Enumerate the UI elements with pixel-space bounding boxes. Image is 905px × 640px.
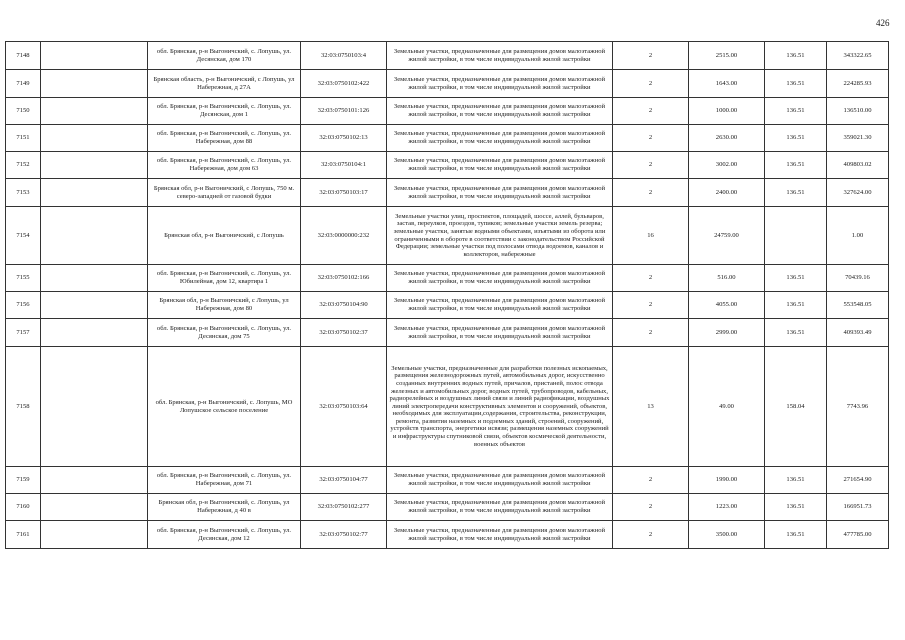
row-number-cell: 7158 <box>6 347 41 467</box>
group-cell: 16 <box>613 207 689 265</box>
group-cell: 2 <box>613 265 689 292</box>
cadastral-value-cell: 224285.93 <box>827 70 889 98</box>
cadastral-value-cell: 70439.16 <box>827 265 889 292</box>
group-cell: 13 <box>613 347 689 467</box>
area-cell: 1223.00 <box>689 494 765 521</box>
land-use-cell: Земельные участки улиц, проспектов, площадей, шоссе, аллей, бульваров, застав, переулков, проездов, тупиков; земельные участки земель резерва; земельные участки, занятые водными объектами, изъятыми из оборота или ограниченными в обороте в соответствии с законодательством Российской Федерации; земельные участки под полосами отвода водоемов, каналов и коллекторов, набережные <box>387 207 613 265</box>
rate-cell: 136.51 <box>765 467 827 494</box>
land-use-cell: Земельные участки, предназначенные для размещения домов малоэтажной жилой застройки, в том числе индивидуальной жилой застройки <box>387 125 613 152</box>
area-cell: 49.00 <box>689 347 765 467</box>
table-row <box>6 42 889 70</box>
address-cell: Брянская область, р-н Выгоничский, с Лопушь, ул Набережная, д 27А <box>148 70 301 98</box>
address-cell: Брянская обл, р-н Выгоничский, с Лопушь, ул Набережная, дом 80 <box>148 292 301 319</box>
area-cell: 24759.00 <box>689 207 765 265</box>
area-cell: 1000.00 <box>689 98 765 125</box>
group-cell: 2 <box>613 98 689 125</box>
cadastral-number-cell: 32:03:0750102:37 <box>301 319 387 347</box>
table-row <box>6 207 889 265</box>
table-row <box>6 98 889 125</box>
blank-cell <box>41 42 148 70</box>
group-cell: 2 <box>613 319 689 347</box>
blank-cell <box>41 467 148 494</box>
cadastral-value-cell: 553548.05 <box>827 292 889 319</box>
land-use-cell: Земельные участки, предназначенные для разработки полезных ископаемых, размещения железнодорожных путей, автомобильных дорог, искусственно созданных внутренних водных путей, причалов, пристаней, полос отвода железных и автомобильных дорог, водных путей, трубопроводов, кабельных, радиорелейных и воздушных линий связи и линий радиофикации, воздушных линий электропередачи конструктивных элементов и сооружений, объектов, необходимых для эксплуатации,содержания, строительства, реконструкции, ремонта, развития наземных и подземных зданий, строений, сооружений, устройств транспорта, энергетики исвязи; размещения наземных сооружений и инфраструктуры спутниковой связи, объектов космической деятельности, военных объектов <box>387 347 613 467</box>
area-cell: 2999.00 <box>689 319 765 347</box>
row-number-cell: 7148 <box>6 42 41 70</box>
rate-cell: 136.51 <box>765 152 827 179</box>
area-cell: 1990.00 <box>689 467 765 494</box>
group-cell: 2 <box>613 152 689 179</box>
page-number: 426 <box>876 18 890 28</box>
cadastral-number-cell: 32:03:0750104:77 <box>301 467 387 494</box>
cadastral-value-cell: 136510.00 <box>827 98 889 125</box>
row-number-cell: 7157 <box>6 319 41 347</box>
land-use-cell: Земельные участки, предназначенные для размещения домов малоэтажной жилой застройки, в том числе индивидуальной жилой застройки <box>387 42 613 70</box>
land-use-cell: Земельные участки, предназначенные для размещения домов малоэтажной жилой застройки, в том числе индивидуальной жилой застройки <box>387 521 613 549</box>
blank-cell <box>41 98 148 125</box>
address-cell: обл. Брянская, р-н Выгоничский, с. Лопушь, ул. Набережная, дом 71 <box>148 467 301 494</box>
cadastral-number-cell: 32:03:0750103:17 <box>301 179 387 207</box>
address-cell: обл. Брянская, р-н Выгоничский, с. Лопушь, ул. Юбилейная, дом 12, квартира 1 <box>148 265 301 292</box>
address-cell: обл. Брянская, р-н Выгоничский, с. Лопушь, МО Лопушское сельское поселение <box>148 347 301 467</box>
cadastral-number-cell: 32:03:0750102:166 <box>301 265 387 292</box>
rate-cell: 136.51 <box>765 42 827 70</box>
rate-cell: 136.51 <box>765 319 827 347</box>
cadastral-value-cell: 477785.00 <box>827 521 889 549</box>
cadastral-value-cell: 359021.30 <box>827 125 889 152</box>
address-cell: Брянская обл, р-н Выгоничский, с. Лопушь, ул Набережная, д 40 в <box>148 494 301 521</box>
blank-cell <box>41 521 148 549</box>
land-use-cell: Земельные участки, предназначенные для размещения домов малоэтажной жилой застройки, в том числе индивидуальной жилой застройки <box>387 494 613 521</box>
area-cell: 2630.00 <box>689 125 765 152</box>
table-body <box>6 42 889 549</box>
cadastral-number-cell: 32:03:0750103:64 <box>301 347 387 467</box>
cadastral-value-cell: 327624.00 <box>827 179 889 207</box>
address-cell: обл. Брянская, р-н Выгоничский, с. Лопушь, ул. Десянская, дом 1 <box>148 98 301 125</box>
blank-cell <box>41 152 148 179</box>
rate-cell <box>765 207 827 265</box>
blank-cell <box>41 179 148 207</box>
cadastral-value-cell: 409393.49 <box>827 319 889 347</box>
cadastral-value-cell: 1.00 <box>827 207 889 265</box>
blank-cell <box>41 265 148 292</box>
blank-cell <box>41 125 148 152</box>
table-row <box>6 494 889 521</box>
address-cell: Брянская обл, р-н Выгоничский, с Лопушь <box>148 207 301 265</box>
cadastral-value-cell: 166951.73 <box>827 494 889 521</box>
blank-cell <box>41 70 148 98</box>
cadastral-number-cell: 32:03:0750104:90 <box>301 292 387 319</box>
address-cell: обл. Брянская, р-н Выгоничский, с. Лопушь, ул. Десянская, дом 75 <box>148 319 301 347</box>
land-use-cell: Земельные участки, предназначенные для размещения домов малоэтажной жилой застройки, в том числе индивидуальной жилой застройки <box>387 292 613 319</box>
group-cell: 2 <box>613 125 689 152</box>
rate-cell: 136.51 <box>765 292 827 319</box>
cadastral-value-cell: 271654.90 <box>827 467 889 494</box>
cadastral-value-cell: 409803.02 <box>827 152 889 179</box>
blank-cell <box>41 494 148 521</box>
rate-cell: 136.51 <box>765 494 827 521</box>
group-cell: 2 <box>613 494 689 521</box>
land-use-cell: Земельные участки, предназначенные для размещения домов малоэтажной жилой застройки, в том числе индивидуальной жилой застройки <box>387 265 613 292</box>
cadastral-number-cell: 32:03:0750102:13 <box>301 125 387 152</box>
row-number-cell: 7159 <box>6 467 41 494</box>
area-cell: 3002.00 <box>689 152 765 179</box>
rate-cell: 136.51 <box>765 179 827 207</box>
blank-cell <box>41 347 148 467</box>
address-cell: Брянская обл, р-н Выгоничский, с Лопушь, 750 м. северо-западней от газовой будки <box>148 179 301 207</box>
table-row <box>6 521 889 549</box>
address-cell: обл. Брянская, р-н Выгоничский, с. Лопушь, ул. Набережная, дом дом 63 <box>148 152 301 179</box>
table-row <box>6 152 889 179</box>
row-number-cell: 7149 <box>6 70 41 98</box>
cadastral-value-cell: 7743.96 <box>827 347 889 467</box>
group-cell: 2 <box>613 70 689 98</box>
table-row <box>6 265 889 292</box>
rate-cell: 136.51 <box>765 98 827 125</box>
row-number-cell: 7155 <box>6 265 41 292</box>
land-use-cell: Земельные участки, предназначенные для размещения домов малоэтажной жилой застройки, в том числе индивидуальной жилой застройки <box>387 319 613 347</box>
cadastral-value-table <box>5 41 889 549</box>
cadastral-value-cell: 343322.65 <box>827 42 889 70</box>
cadastral-number-cell: 32:03:0750101:126 <box>301 98 387 125</box>
table-row <box>6 347 889 467</box>
rate-cell: 136.51 <box>765 125 827 152</box>
table-row <box>6 125 889 152</box>
group-cell: 2 <box>613 467 689 494</box>
land-use-cell: Земельные участки, предназначенные для размещения домов малоэтажной жилой застройки, в том числе индивидуальной жилой застройки <box>387 467 613 494</box>
table-row <box>6 70 889 98</box>
table-row <box>6 292 889 319</box>
blank-cell <box>41 207 148 265</box>
cadastral-number-cell: 32:03:0750102:277 <box>301 494 387 521</box>
land-use-cell: Земельные участки, предназначенные для размещения домов малоэтажной жилой застройки, в том числе индивидуальной жилой застройки <box>387 98 613 125</box>
area-cell: 3500.00 <box>689 521 765 549</box>
area-cell: 2400.00 <box>689 179 765 207</box>
area-cell: 1643.00 <box>689 70 765 98</box>
area-cell: 2515.00 <box>689 42 765 70</box>
rate-cell: 136.51 <box>765 265 827 292</box>
address-cell: обл. Брянская, р-н Выгоничский, с. Лопушь, ул. Десянская, дом 12 <box>148 521 301 549</box>
group-cell: 2 <box>613 42 689 70</box>
row-number-cell: 7160 <box>6 494 41 521</box>
group-cell: 2 <box>613 179 689 207</box>
cadastral-number-cell: 32:03:0750103:4 <box>301 42 387 70</box>
address-cell: обл. Брянская, р-н Выгоничский, с. Лопушь, ул. Набережная, дом 88 <box>148 125 301 152</box>
row-number-cell: 7154 <box>6 207 41 265</box>
cadastral-number-cell: 32:03:0750102:77 <box>301 521 387 549</box>
address-cell: обл. Брянская, р-н Выгоничский, с. Лопушь, ул. Десянская, дом 170 <box>148 42 301 70</box>
row-number-cell: 7151 <box>6 125 41 152</box>
table-row <box>6 467 889 494</box>
cadastral-number-cell: 32:03:0750104:1 <box>301 152 387 179</box>
blank-cell <box>41 292 148 319</box>
table-row <box>6 179 889 207</box>
land-use-cell: Земельные участки, предназначенные для размещения домов малоэтажной жилой застройки, в том числе индивидуальной жилой застройки <box>387 70 613 98</box>
rate-cell: 136.51 <box>765 521 827 549</box>
group-cell: 2 <box>613 292 689 319</box>
area-cell: 4055.00 <box>689 292 765 319</box>
table-row <box>6 319 889 347</box>
cadastral-number-cell: 32:03:0000000:232 <box>301 207 387 265</box>
row-number-cell: 7156 <box>6 292 41 319</box>
land-use-cell: Земельные участки, предназначенные для размещения домов малоэтажной жилой застройки, в том числе индивидуальной жилой застройки <box>387 152 613 179</box>
rate-cell: 158.04 <box>765 347 827 467</box>
row-number-cell: 7153 <box>6 179 41 207</box>
row-number-cell: 7152 <box>6 152 41 179</box>
area-cell: 516.00 <box>689 265 765 292</box>
rate-cell: 136.51 <box>765 70 827 98</box>
group-cell: 2 <box>613 521 689 549</box>
row-number-cell: 7150 <box>6 98 41 125</box>
land-use-cell: Земельные участки, предназначенные для размещения домов малоэтажной жилой застройки, в том числе индивидуальной жилой застройки <box>387 179 613 207</box>
cadastral-number-cell: 32:03:0750102:422 <box>301 70 387 98</box>
blank-cell <box>41 319 148 347</box>
row-number-cell: 7161 <box>6 521 41 549</box>
